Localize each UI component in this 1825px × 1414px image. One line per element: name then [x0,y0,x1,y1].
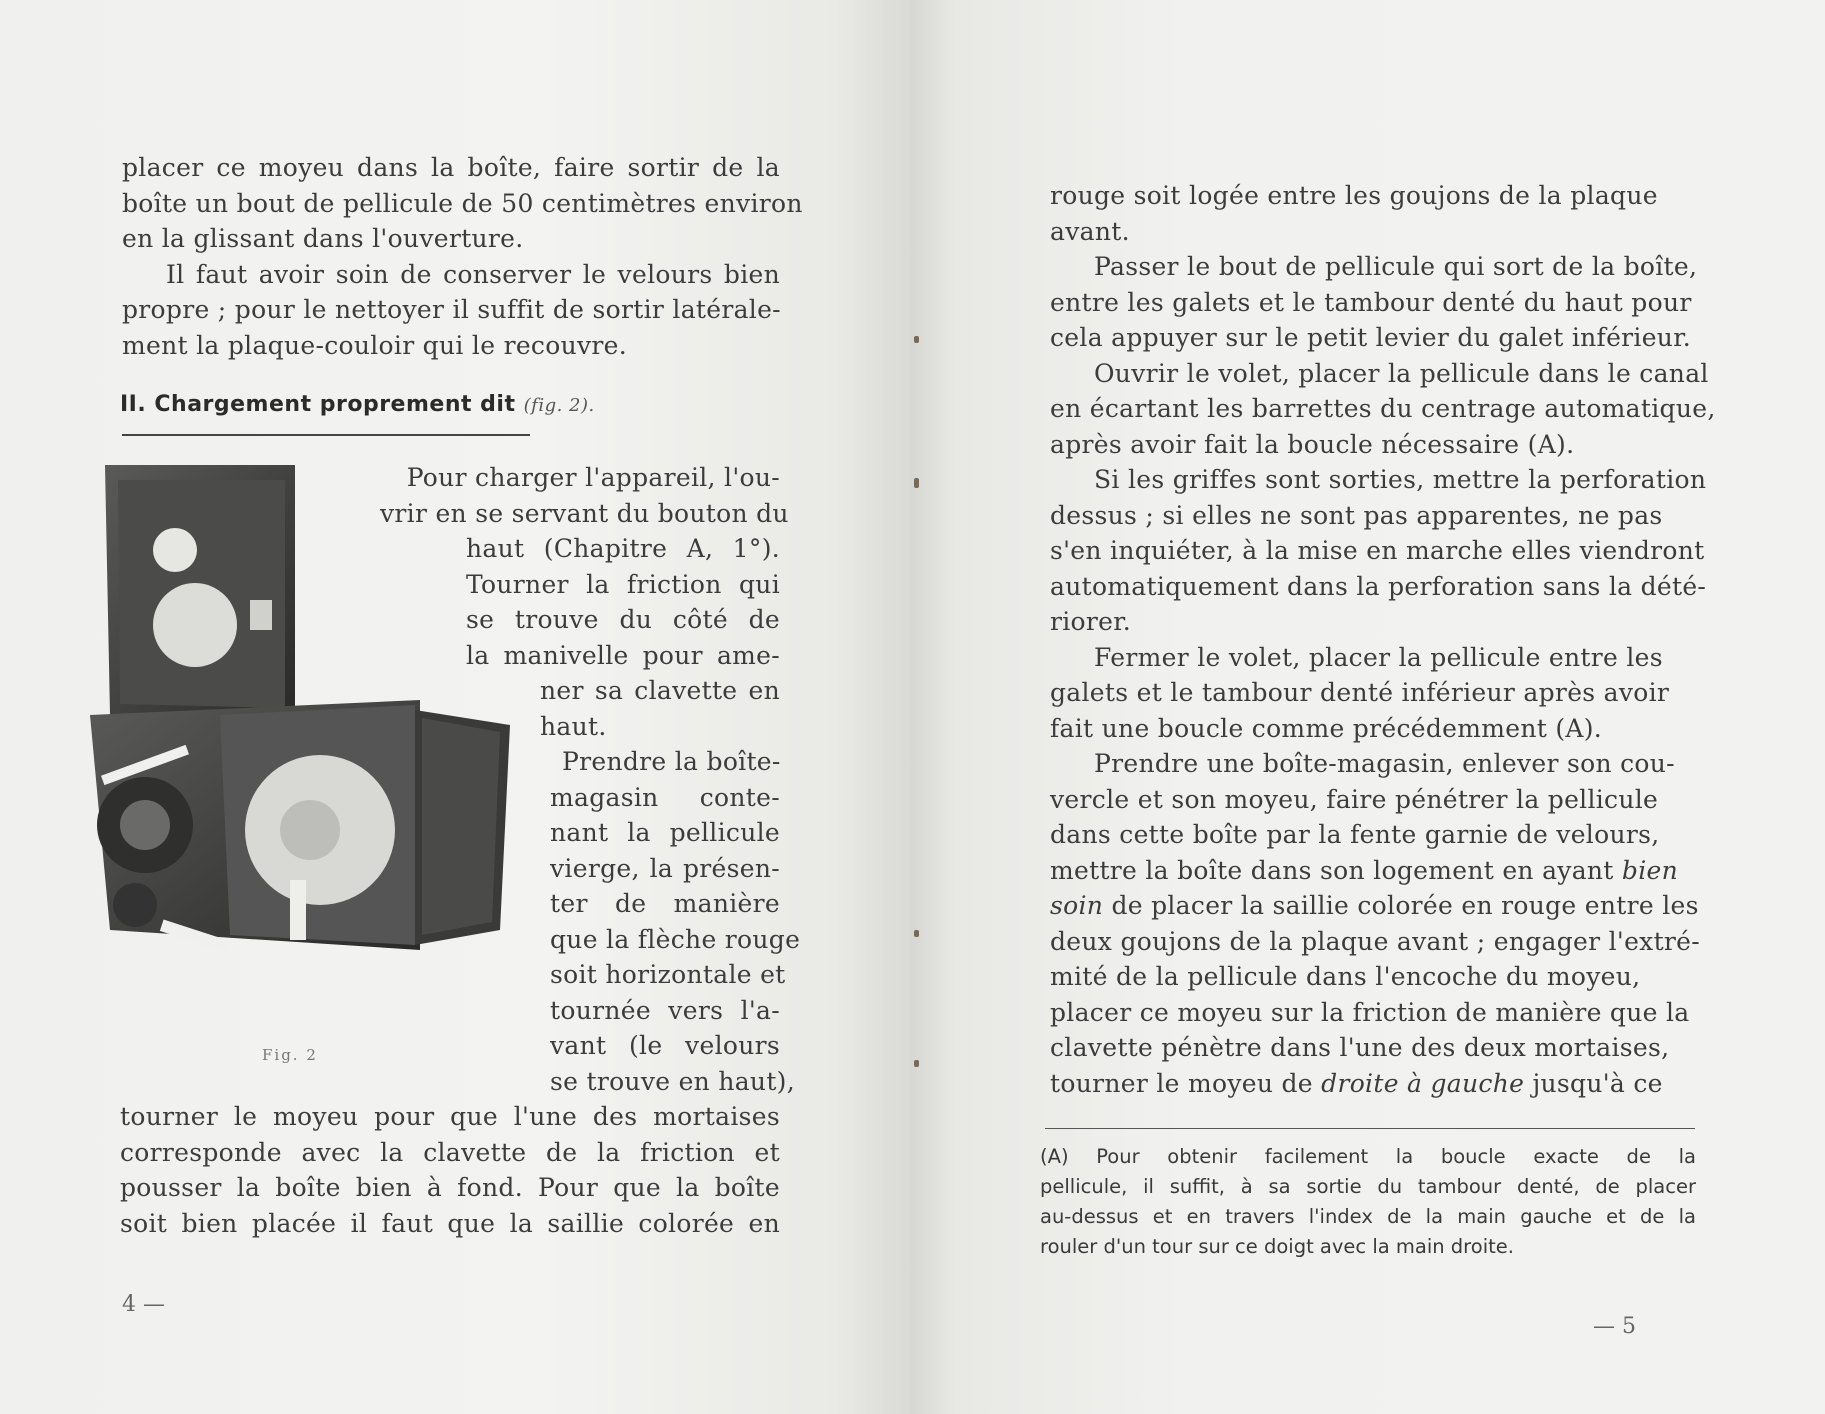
text-line: ter de manière [550,889,780,918]
text-line: vrir en se servant du bouton du [380,498,789,528]
page-number-left: 4 — [122,1292,165,1317]
left-wrap-paragraph [380,460,789,531]
text-line: tournée vers l'a- [550,995,780,1025]
text-line: placer ce moyeu sur la friction de manière que la [1050,997,1690,1027]
text-line: haut (Chapitre A, 1°). [466,534,780,563]
text-line: mité de la pellicule dans l'encoche du moyeu, [1050,962,1641,991]
stitch-mark [914,930,919,937]
text-line: la manivelle pour ame- [466,640,780,670]
text-line-with-emphasis [1050,888,1699,924]
text-line: corresponde avec la clavette de la friction et [120,1137,780,1167]
text-line: se trouve en haut), [550,1066,795,1096]
text-line: Si les griffes sont sorties, mettre la perforation [1094,465,1707,494]
text-span: mettre la boîte dans son logement en ayant [1050,855,1614,885]
text-line-with-emphasis [1050,1066,1663,1102]
text-line: dans cette boîte par la fente garnie de velours, [1050,820,1660,849]
text-line: soit bien placée il faut que la saillie colorée en [120,1208,780,1238]
section-heading [120,392,595,417]
text-line: Prendre une boîte-magasin, enlever son cou- [1094,749,1675,778]
heading-text: II. Chargement proprement dit [120,392,516,417]
text-line: vant (le velours [550,1031,780,1060]
text-line: nant la pellicule [550,818,780,847]
heading-figure-ref: (fig. 2). [523,395,595,416]
text-line: Ouvrir le volet, placer la pellicule dans le canal [1094,358,1709,388]
text-line: propre ; pour le nettoyer il suffit de sortir latérale- [122,295,781,324]
text-line: Fermer le volet, placer la pellicule entre les [1094,642,1663,672]
text-line: cela appuyer sur le petit levier du galet inférieur. [1050,323,1691,352]
text-line: en écartant les barrettes du centrage automatique, [1050,394,1716,423]
text-line: dessus ; si elles ne sont pas apparentes, ne pas [1050,500,1663,530]
text-span: jusqu'à ce [1532,1068,1663,1098]
text-line: avant. [1050,216,1130,246]
footnote-line: rouler d'un tour sur ce doigt avec la main droite. [1040,1235,1514,1258]
right-page [910,0,1825,1414]
left-top-paragraph [122,150,803,363]
footnote-line: (A) Pour obtenir facilement la boucle exacte de la [1040,1145,1696,1168]
text-line: Passer le bout de pellicule qui sort de la boîte, [1094,252,1698,281]
text-line: galets et le tambour denté inférieur après avoir [1050,678,1670,707]
text-line: rouge soit logée entre les goujons de la plaque [1050,181,1658,210]
heading-underline [122,434,530,436]
text-line: deux goujons de la plaque avant ; engager l'extré- [1050,926,1701,956]
left-wrap-col3 [540,673,780,744]
text-line: vercle et son moyeu, faire pénétrer la pellicule [1050,784,1659,814]
text-span: de placer la saillie colorée en rouge entre les [1111,891,1699,920]
camera-figure [90,460,530,995]
text-line-with-emphasis [1050,853,1679,889]
footnote-line: au-dessus et en travers l'index de la main gauche et de la [1040,1205,1696,1228]
text-line: ner sa clavette en [540,676,780,705]
text-line: Il faut avoir soin de conserver le velours bien [166,259,780,289]
text-line: en la glissant dans l'ouverture. [122,224,524,253]
stitch-mark [914,478,919,488]
footnote [1040,1142,1696,1262]
text-span: tourner le moyeu de [1050,1068,1313,1098]
text-line: placer ce moyeu dans la boîte, faire sortir de la [122,153,780,182]
left-wrap-col4 [550,744,801,1099]
right-body [1050,178,1716,1101]
text-line: haut. [540,711,607,741]
text-line: fait une boucle comme précédemment (A). [1050,713,1603,743]
text-line: riorer. [1050,607,1131,636]
text-line: ment la plaque-couloir qui le recouvre. [122,330,627,360]
emphasis-text: droite à gauche [1321,1068,1525,1098]
text-line: tourner le moyeu pour que l'une des mortaises [120,1102,780,1131]
footnote-line: pellicule, il suffit, à sa sortie du tambour denté, de placer [1040,1175,1696,1198]
text-line: s'en inquiéter, à la mise en marche elles viendront [1050,536,1705,565]
text-line: boîte un bout de pellicule de 50 centimètres environ [122,188,803,218]
text-line: magasin conte- [550,782,780,812]
stitch-mark [914,1060,919,1067]
figure-caption: Fig. 2 [262,1046,318,1064]
text-line: Prendre la boîte- [562,747,781,776]
footnote-rule [1045,1128,1695,1129]
left-wrap-col2 [466,531,780,673]
page-number-right: — 5 [1593,1314,1636,1339]
text-line: clavette pénètre dans l'une des deux mortaises, [1050,1033,1670,1062]
text-line: Tourner la friction qui [466,569,780,599]
text-line: vierge, la présen- [550,853,780,883]
text-line: que la flèche rouge [550,924,801,954]
text-line: Pour charger l'appareil, l'ou- [406,463,780,492]
text-line: automatiquement dans la perforation sans la dété- [1050,571,1707,601]
text-line: soit horizontale et [550,960,786,989]
emphasis-text: bien [1621,855,1679,885]
left-bottom-paragraph [120,1099,780,1241]
text-line: pousser la boîte bien à fond. Pour que la boîte [120,1173,780,1202]
text-line: après avoir fait la boucle nécessaire (A). [1050,429,1575,459]
emphasis-text: soin [1050,891,1104,920]
left-page [0,0,910,1414]
text-line: se trouve du côté de [466,605,780,634]
text-line: entre les galets et le tambour denté du haut pour [1050,287,1692,317]
stitch-mark [914,336,919,343]
